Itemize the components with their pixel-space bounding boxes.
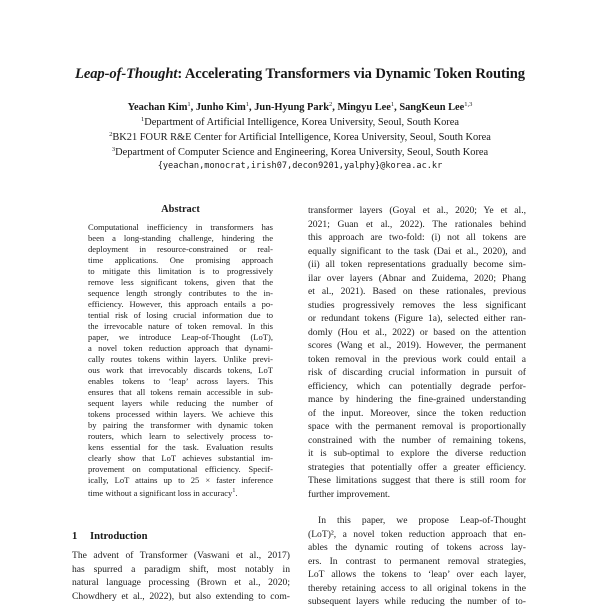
text-line: efficiency. However, this approach entails a po- <box>88 299 273 309</box>
author-emails: {yeachan,monocrat,irish07,decon9201,yalphy}@korea.ac.kr <box>157 161 443 171</box>
text-line: efficiency, which can potentially degrade perfor- <box>308 380 526 392</box>
text-line: ilar over layers (Abnar and Zuidema, 2020; Phang <box>308 272 526 284</box>
text-line: the irrevocable nature of token removal. In this <box>88 321 273 331</box>
author: SangKeun Lee <box>399 102 465 113</box>
text-line: has spurred a paradigm shift, most notably in <box>72 563 290 575</box>
text-line: been a long-standing challenge, hindering the <box>88 233 273 243</box>
affiliation-mark: 1,3 <box>464 101 473 108</box>
text-line: or redundant tokens (Figure 1a), selected either ran- <box>308 313 526 324</box>
affiliation-number: 2 <box>109 131 113 138</box>
text-line: enables tokens to ‘leap’ across layers. This <box>88 376 273 386</box>
text-line: provement on computational efficiency. Specif- <box>88 464 273 474</box>
paper-title-rest: : Accelerating Transformers via Dynamic Token Routing <box>177 66 525 82</box>
text-line: equally significant to the task (Dai et al., 2020), and <box>308 245 526 257</box>
text-line: paper, we introduce Leap-of-Thought (LoT), <box>88 332 273 342</box>
text-line: cally routes tokens within layers. Unlike previ- <box>88 354 273 364</box>
text-line: ables the dynamic routing of tokens across lay- <box>308 542 526 553</box>
text-line: constrained with the number of remaining tokens, <box>308 434 526 446</box>
author: Junho Kim <box>195 102 246 113</box>
affiliation-text: Department of Computer Science and Engineering, Korea University, Seoul, South Korea <box>115 147 489 158</box>
text-line: 2021; Guan et al., 2022). The rationales behind <box>308 218 526 230</box>
text-line: strategies that potentially offer a greater efficiency. <box>308 461 526 473</box>
text-line: ers. In contrast to permanent removal strategies, <box>308 555 526 567</box>
affiliation-1 <box>0 116 600 128</box>
affiliation-2 <box>0 131 600 143</box>
footnote-mark: 1 <box>232 488 236 494</box>
affiliation-mark: 1 <box>390 101 395 108</box>
text-line: time applications. One promising approach <box>88 255 273 265</box>
text-line: token removal in the previous work could entail a <box>308 353 526 365</box>
text-line: Chowdhery et al., 2022), but also extending to com- <box>72 590 290 602</box>
affiliation-mark: 2 <box>329 101 333 108</box>
section-number: 1 <box>72 531 78 542</box>
text-line: it is sub-optimal to explore the diverse reduction <box>308 448 526 459</box>
affiliation-mark: 1 <box>245 101 250 108</box>
text-line: thereby retaining access to all original tokens in the <box>308 582 526 594</box>
affiliation-number: 1 <box>141 116 145 123</box>
affiliation-mark: 1 <box>187 101 191 108</box>
text-line: risk of discarding crucial information in pursuit of <box>308 367 526 378</box>
text-line: to mitigate this limitation is to progressively <box>88 266 273 276</box>
text-line: The advent of Transformer (Vaswani et al., 2017) <box>72 550 290 561</box>
affiliation-3 <box>0 146 600 158</box>
author-list: Yeachan Kim$^1$, Junho Kim$^1$, Jun-Hyung Park$^2$, Mingyu Lee$^1$, SangKeun Lee$^{1,3}$ <box>127 101 473 113</box>
text-line: sequence length strongly contributes to the in- <box>88 288 273 298</box>
text-line: studies progressively removes the less significant <box>308 299 526 311</box>
text-line: natural language processing (Brown et al., 2020; <box>72 577 290 588</box>
section-heading-introduction <box>72 531 148 542</box>
author: Jun-Hyung Park <box>254 102 329 113</box>
text-line: domly (Hou et al., 2022) or based on the attention <box>308 326 526 338</box>
text-line: space with the permanent removal is proportionally <box>308 421 526 432</box>
text-line: ensures that all tokens remain accessible in sub- <box>88 387 273 397</box>
text-line: deployment in resource-constrained or real- <box>88 244 273 254</box>
text-line: subsequent layers while reducing the number of to- <box>308 596 526 607</box>
text-line: mance by hindering the fine-grained understanding <box>308 394 526 405</box>
text-line: LoT allows the tokens to ‘leap’ over each layer, <box>308 569 526 580</box>
text-line: time without a significant loss in accuracy$^1$. <box>88 488 238 498</box>
text-line: sequent layers while reducing the number of <box>88 398 273 408</box>
text-line: These limitations suggest that there is still room for <box>308 475 526 486</box>
text-line: routers, which learn to selectively process to- <box>88 431 273 441</box>
text-line: a novel token reduction approach that dynami- <box>88 343 273 353</box>
text-line: Computational inefficiency in transformers has <box>88 222 273 232</box>
text-line: tokens processed within layers. We achieve this <box>88 409 273 419</box>
paper-title <box>0 66 600 83</box>
text-line: scores (Wang et al., 2019). However, the permanent <box>308 340 526 351</box>
text-line: tential risk of losing crucial information due to <box>88 310 273 320</box>
text-line: (LoT)², a novel token reduction approach that en- <box>308 528 526 540</box>
text-line: transformer layers (Goyal et al., 2020; Ye et al., <box>308 205 526 216</box>
text-line: (ii) all token representations gradually become sim- <box>308 259 526 270</box>
text-line: further improvement. <box>308 488 391 500</box>
text-line: of the input. Moreover, since the token reduction <box>308 407 526 419</box>
section-title: Introduction <box>90 531 148 542</box>
affiliation-text: Department of Artificial Intelligence, Korea University, Seoul, South Korea <box>144 117 459 128</box>
text-line: remove less significant tokens, given that the <box>88 277 273 287</box>
text-line: this approach are two-fold: (i) not all tokens are <box>308 232 526 243</box>
text-line: by pairing the transformer with dynamic token <box>88 420 273 430</box>
text-line: ous work that irrevocably discards tokens, LoT <box>88 365 273 375</box>
text-line: ically, LoT attains up to 25 × faster inference <box>88 475 273 485</box>
text-line: clearly show that LoT achieves substantial im- <box>88 453 273 463</box>
affiliation-text: BK21 FOUR R&E Center for Artificial Intelligence, Korea University, Seoul, South Korea <box>112 132 491 143</box>
author: Yeachan Kim <box>127 102 188 113</box>
text-line: kens essential for the task. Evaluation results <box>88 442 273 452</box>
author: Mingyu Lee <box>337 102 391 113</box>
affiliation-number: 3 <box>111 146 116 153</box>
text-line: In this paper, we propose Leap-of-Thought <box>318 515 526 526</box>
abstract-heading: Abstract <box>161 204 200 215</box>
text-line: et al., 2021). Based on these rationales, previous <box>308 286 526 297</box>
paper-title-italic: Leap-of-Thought <box>75 66 178 82</box>
